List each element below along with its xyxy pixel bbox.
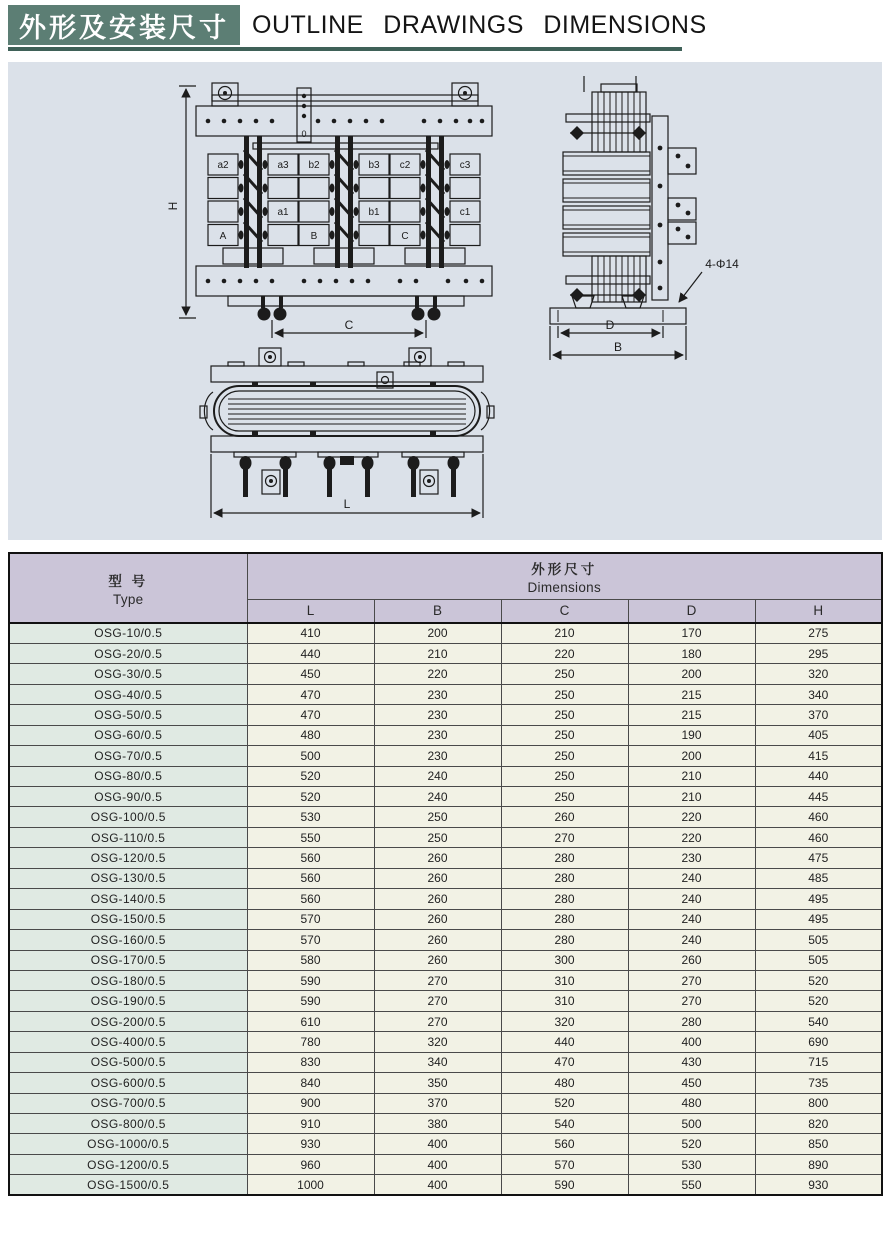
- column-header-l: L: [247, 599, 374, 623]
- dim-cell-d: 190: [628, 725, 755, 745]
- dim-cell-d: 200: [628, 746, 755, 766]
- front-block-label-a1: a1: [277, 207, 289, 218]
- dim-cell-l: 520: [247, 766, 374, 786]
- dim-cell-h: 370: [755, 705, 882, 725]
- dim-cell-d: 400: [628, 1032, 755, 1052]
- table-row: [9, 746, 882, 766]
- front-block-label-A: A: [219, 231, 227, 242]
- dim-cell-d: 550: [628, 1175, 755, 1195]
- type-cell: OSG-400/0.5: [9, 1032, 247, 1052]
- dim-cell-b: 260: [374, 930, 501, 950]
- dim-cell-d: 240: [628, 868, 755, 888]
- dim-cell-c: 250: [501, 664, 628, 684]
- dim-cell-b: 340: [374, 1052, 501, 1072]
- dim-cell-b: 260: [374, 889, 501, 909]
- front-block-label-b2: b2: [308, 160, 320, 171]
- type-cell: OSG-170/0.5: [9, 950, 247, 970]
- dim-cell-h: 445: [755, 787, 882, 807]
- table-row: [9, 664, 882, 684]
- dim-cell-c: 540: [501, 1114, 628, 1134]
- table-row: [9, 1175, 882, 1195]
- type-cell: OSG-90/0.5: [9, 787, 247, 807]
- dim-cell-d: 240: [628, 909, 755, 929]
- table-row: [9, 787, 882, 807]
- type-header-en: Type: [113, 591, 144, 607]
- dim-cell-c: 470: [501, 1052, 628, 1072]
- dim-cell-d: 210: [628, 787, 755, 807]
- dim-cell-c: 590: [501, 1175, 628, 1195]
- table-row: [9, 684, 882, 704]
- type-cell: OSG-10/0.5: [9, 623, 247, 643]
- dim-cell-c: 250: [501, 725, 628, 745]
- dim-cell-l: 780: [247, 1032, 374, 1052]
- dim-cell-d: 270: [628, 970, 755, 990]
- dim-cell-d: 240: [628, 930, 755, 950]
- dim-cell-l: 470: [247, 705, 374, 725]
- dim-cell-b: 230: [374, 725, 501, 745]
- table-row: [9, 766, 882, 786]
- type-column-header: [9, 553, 247, 623]
- dim-cell-l: 550: [247, 827, 374, 847]
- dim-cell-c: 280: [501, 848, 628, 868]
- terminal-label-0: 0: [301, 129, 307, 139]
- dim-cell-l: 520: [247, 787, 374, 807]
- dim-cell-d: 215: [628, 684, 755, 704]
- table-row: [9, 725, 882, 745]
- table-row: [9, 970, 882, 990]
- dim-cell-l: 450: [247, 664, 374, 684]
- dims-header-zh: 外形尺寸: [531, 561, 598, 577]
- dim-cell-b: 250: [374, 827, 501, 847]
- dim-cell-c: 560: [501, 1134, 628, 1154]
- dim-cell-h: 475: [755, 848, 882, 868]
- dim-cell-d: 480: [628, 1093, 755, 1113]
- dim-cell-d: 200: [628, 664, 755, 684]
- dim-cell-c: 220: [501, 643, 628, 663]
- dim-cell-h: 715: [755, 1052, 882, 1072]
- type-cell: OSG-160/0.5: [9, 930, 247, 950]
- table-row: [9, 950, 882, 970]
- dim-cell-l: 530: [247, 807, 374, 827]
- dim-cell-l: 410: [247, 623, 374, 643]
- table-row: [9, 889, 882, 909]
- dim-cell-b: 250: [374, 807, 501, 827]
- table-row: [9, 1032, 882, 1052]
- dimensions-table: [8, 552, 883, 1196]
- table-row: [9, 1073, 882, 1093]
- dim-cell-c: 260: [501, 807, 628, 827]
- dim-cell-h: 505: [755, 950, 882, 970]
- front-block-label-b3: b3: [368, 160, 380, 171]
- front-block-label-c3: c3: [459, 160, 471, 171]
- type-cell: OSG-80/0.5: [9, 766, 247, 786]
- dim-cell-h: 340: [755, 684, 882, 704]
- type-cell: OSG-180/0.5: [9, 970, 247, 990]
- dim-cell-d: 215: [628, 705, 755, 725]
- dim-cell-h: 505: [755, 930, 882, 950]
- dim-cell-l: 590: [247, 991, 374, 1011]
- dim-cell-b: 400: [374, 1134, 501, 1154]
- type-header-zh: 型 号: [108, 573, 149, 589]
- dim-cell-l: 480: [247, 725, 374, 745]
- dim-cell-l: 560: [247, 889, 374, 909]
- dim-cell-d: 530: [628, 1154, 755, 1174]
- type-cell: OSG-700/0.5: [9, 1093, 247, 1113]
- dim-cell-c: 320: [501, 1011, 628, 1031]
- dim-cell-d: 280: [628, 1011, 755, 1031]
- front-view-drawing: [179, 83, 492, 338]
- dim-cell-d: 520: [628, 1134, 755, 1154]
- table-row: [9, 1093, 882, 1113]
- column-header-c: C: [501, 599, 628, 623]
- table-row: [9, 848, 882, 868]
- dim-cell-h: 440: [755, 766, 882, 786]
- table-row: [9, 1134, 882, 1154]
- dim-cell-b: 240: [374, 787, 501, 807]
- dim-label-d: D: [605, 318, 615, 332]
- dim-cell-c: 210: [501, 623, 628, 643]
- dim-cell-c: 570: [501, 1154, 628, 1174]
- dim-cell-h: 520: [755, 991, 882, 1011]
- type-cell: OSG-800/0.5: [9, 1114, 247, 1134]
- type-cell: OSG-500/0.5: [9, 1052, 247, 1072]
- dim-cell-l: 830: [247, 1052, 374, 1072]
- table-row: [9, 1114, 882, 1134]
- table-row: [9, 1052, 882, 1072]
- dim-cell-c: 250: [501, 746, 628, 766]
- dim-cell-h: 800: [755, 1093, 882, 1113]
- dim-cell-d: 170: [628, 623, 755, 643]
- dim-cell-d: 500: [628, 1114, 755, 1134]
- dim-cell-d: 260: [628, 950, 755, 970]
- dim-cell-c: 300: [501, 950, 628, 970]
- dim-cell-b: 400: [374, 1175, 501, 1195]
- dim-cell-c: 280: [501, 889, 628, 909]
- dim-cell-h: 930: [755, 1175, 882, 1195]
- front-block-label-c1: c1: [459, 207, 471, 218]
- dim-cell-c: 270: [501, 827, 628, 847]
- dim-cell-l: 560: [247, 848, 374, 868]
- type-cell: OSG-150/0.5: [9, 909, 247, 929]
- dim-cell-h: 495: [755, 889, 882, 909]
- dim-cell-c: 280: [501, 930, 628, 950]
- dim-cell-c: 480: [501, 1073, 628, 1093]
- type-cell: OSG-50/0.5: [9, 705, 247, 725]
- dim-cell-c: 250: [501, 684, 628, 704]
- type-cell: OSG-70/0.5: [9, 746, 247, 766]
- dim-cell-l: 580: [247, 950, 374, 970]
- dim-cell-b: 220: [374, 664, 501, 684]
- dim-cell-h: 405: [755, 725, 882, 745]
- dim-cell-h: 735: [755, 1073, 882, 1093]
- table-row: [9, 643, 882, 663]
- dim-cell-l: 590: [247, 970, 374, 990]
- dim-cell-c: 250: [501, 766, 628, 786]
- dim-cell-d: 180: [628, 643, 755, 663]
- dims-header-en: Dimensions: [527, 579, 602, 595]
- dim-cell-b: 270: [374, 1011, 501, 1031]
- type-cell: OSG-110/0.5: [9, 827, 247, 847]
- dim-cell-b: 260: [374, 848, 501, 868]
- page-title-zh: 外形及安装尺寸: [8, 5, 240, 45]
- dim-cell-h: 890: [755, 1154, 882, 1174]
- dim-cell-h: 820: [755, 1114, 882, 1134]
- dim-cell-l: 840: [247, 1073, 374, 1093]
- dim-cell-d: 230: [628, 848, 755, 868]
- type-cell: OSG-60/0.5: [9, 725, 247, 745]
- dim-cell-h: 520: [755, 970, 882, 990]
- column-header-d: D: [628, 599, 755, 623]
- dim-cell-b: 230: [374, 746, 501, 766]
- dim-cell-c: 520: [501, 1093, 628, 1113]
- column-header-h: H: [755, 599, 882, 623]
- dim-cell-c: 280: [501, 868, 628, 888]
- outline-drawing-svg: [8, 62, 882, 540]
- top-view-drawing: [200, 348, 494, 518]
- dim-cell-b: 380: [374, 1114, 501, 1134]
- table-row: [9, 827, 882, 847]
- dim-cell-b: 320: [374, 1032, 501, 1052]
- type-cell: OSG-1000/0.5: [9, 1134, 247, 1154]
- dim-label-h: H: [166, 201, 180, 211]
- dim-cell-b: 370: [374, 1093, 501, 1113]
- dim-cell-l: 470: [247, 684, 374, 704]
- dim-cell-l: 610: [247, 1011, 374, 1031]
- dim-label-b: B: [613, 340, 623, 354]
- dim-cell-h: 690: [755, 1032, 882, 1052]
- dim-cell-d: 450: [628, 1073, 755, 1093]
- dim-cell-b: 210: [374, 643, 501, 663]
- dim-cell-l: 560: [247, 868, 374, 888]
- table-row: [9, 623, 882, 643]
- column-header-b: B: [374, 599, 501, 623]
- dim-cell-b: 230: [374, 684, 501, 704]
- type-cell: OSG-600/0.5: [9, 1073, 247, 1093]
- dim-cell-d: 220: [628, 827, 755, 847]
- front-block-label-c2: c2: [399, 160, 411, 171]
- type-cell: OSG-130/0.5: [9, 868, 247, 888]
- dim-cell-c: 440: [501, 1032, 628, 1052]
- dim-cell-l: 900: [247, 1093, 374, 1113]
- hole-note-label: 4-Φ14: [705, 257, 739, 271]
- type-cell: OSG-120/0.5: [9, 848, 247, 868]
- dim-cell-l: 910: [247, 1114, 374, 1134]
- table-row: [9, 705, 882, 725]
- dim-cell-b: 230: [374, 705, 501, 725]
- dim-cell-c: 310: [501, 991, 628, 1011]
- outline-drawing-panel: [8, 62, 882, 540]
- type-cell: OSG-1500/0.5: [9, 1175, 247, 1195]
- type-cell: OSG-1200/0.5: [9, 1154, 247, 1174]
- dim-cell-c: 310: [501, 970, 628, 990]
- dim-cell-c: 250: [501, 705, 628, 725]
- dim-cell-b: 260: [374, 950, 501, 970]
- dim-cell-b: 270: [374, 970, 501, 990]
- dim-cell-h: 460: [755, 807, 882, 827]
- type-cell: OSG-200/0.5: [9, 1011, 247, 1031]
- table-row: [9, 1154, 882, 1174]
- side-view-drawing: [550, 76, 702, 360]
- table-row: [9, 807, 882, 827]
- dim-cell-h: 320: [755, 664, 882, 684]
- dim-cell-d: 240: [628, 889, 755, 909]
- page-header: [8, 5, 707, 45]
- dim-cell-l: 500: [247, 746, 374, 766]
- type-cell: OSG-140/0.5: [9, 889, 247, 909]
- table-row: [9, 868, 882, 888]
- table-row: [9, 930, 882, 950]
- dim-cell-l: 570: [247, 909, 374, 929]
- dim-cell-b: 200: [374, 623, 501, 643]
- table-row: [9, 1011, 882, 1031]
- dim-cell-h: 540: [755, 1011, 882, 1031]
- dim-cell-h: 295: [755, 643, 882, 663]
- front-block-label-B: B: [310, 231, 318, 242]
- dimensions-group-header: [247, 553, 882, 599]
- front-block-label-C: C: [401, 231, 409, 242]
- front-block-label-b1: b1: [368, 207, 380, 218]
- table-row: [9, 991, 882, 1011]
- table-row: [9, 909, 882, 929]
- dim-cell-b: 260: [374, 909, 501, 929]
- dim-cell-l: 440: [247, 643, 374, 663]
- dim-cell-h: 460: [755, 827, 882, 847]
- front-block-label-a2: a2: [217, 160, 229, 171]
- front-block-label-a3: a3: [277, 160, 289, 171]
- dim-cell-b: 350: [374, 1073, 501, 1093]
- dim-cell-b: 260: [374, 868, 501, 888]
- dim-cell-b: 400: [374, 1154, 501, 1174]
- page-title-en: OUTLINE DRAWINGS DIMENSIONS: [252, 10, 707, 39]
- dim-cell-c: 280: [501, 909, 628, 929]
- dim-cell-d: 430: [628, 1052, 755, 1072]
- dim-cell-l: 1000: [247, 1175, 374, 1195]
- dimensions-table-body: [9, 623, 882, 1195]
- dim-cell-d: 210: [628, 766, 755, 786]
- dim-cell-l: 960: [247, 1154, 374, 1174]
- dim-cell-h: 485: [755, 868, 882, 888]
- dim-cell-l: 930: [247, 1134, 374, 1154]
- title-underline: [8, 47, 682, 51]
- dim-cell-h: 850: [755, 1134, 882, 1154]
- dim-cell-l: 570: [247, 930, 374, 950]
- dim-cell-d: 220: [628, 807, 755, 827]
- type-cell: OSG-190/0.5: [9, 991, 247, 1011]
- dim-label-c: C: [344, 318, 354, 332]
- type-cell: OSG-30/0.5: [9, 664, 247, 684]
- dim-cell-b: 270: [374, 991, 501, 1011]
- type-cell: OSG-20/0.5: [9, 643, 247, 663]
- dim-cell-h: 495: [755, 909, 882, 929]
- dim-cell-b: 240: [374, 766, 501, 786]
- dim-cell-h: 415: [755, 746, 882, 766]
- type-cell: OSG-100/0.5: [9, 807, 247, 827]
- type-cell: OSG-40/0.5: [9, 684, 247, 704]
- dim-cell-c: 250: [501, 787, 628, 807]
- dim-cell-h: 275: [755, 623, 882, 643]
- dim-cell-d: 270: [628, 991, 755, 1011]
- dim-label-l: L: [343, 497, 351, 511]
